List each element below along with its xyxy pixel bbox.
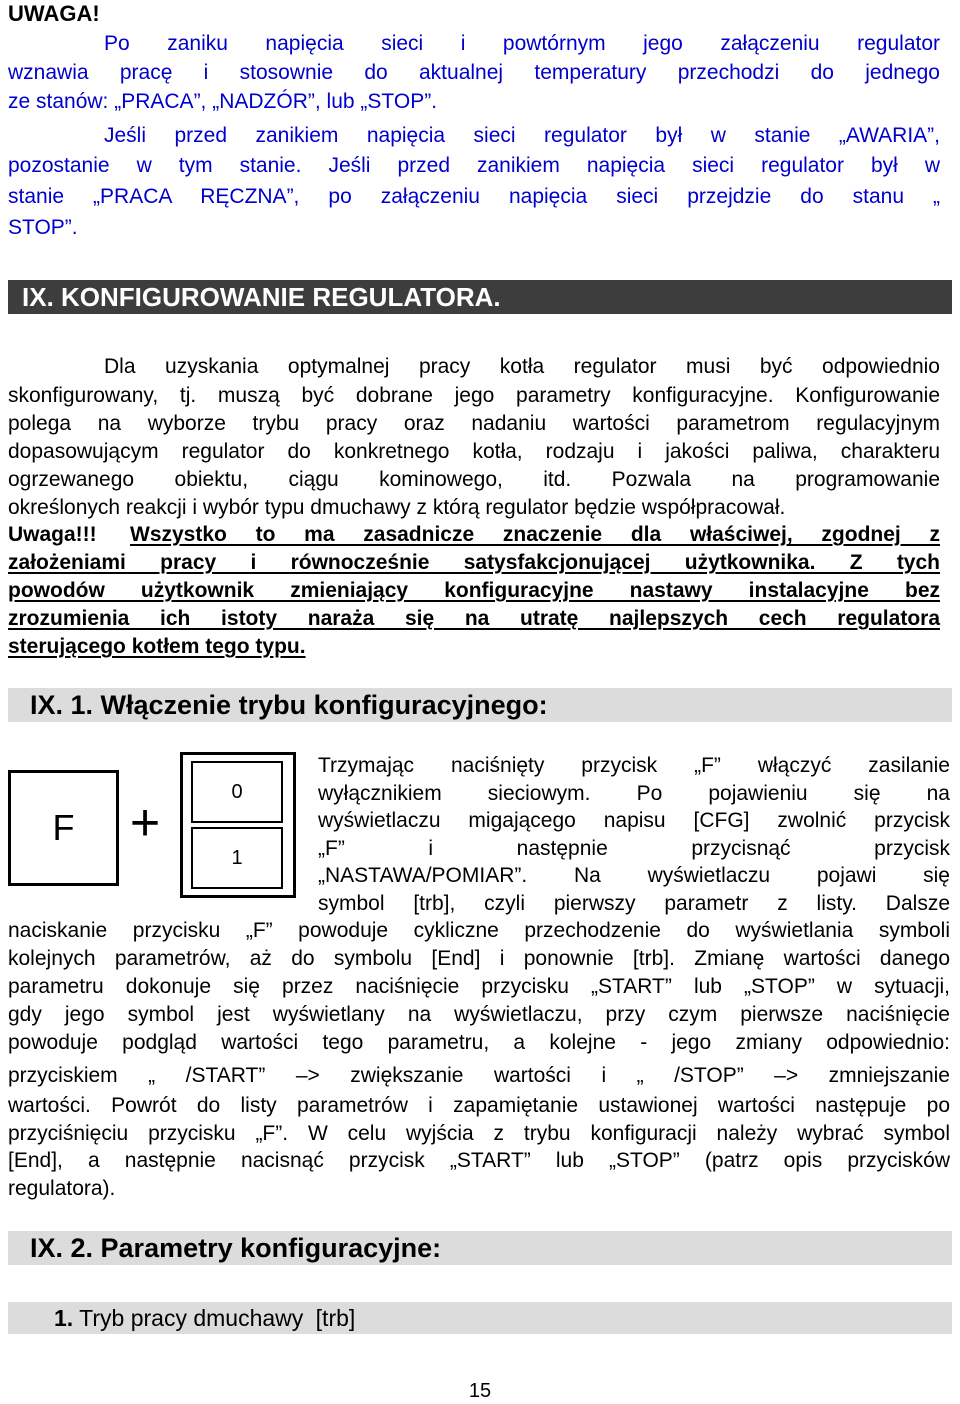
ix1-side-line-3: wyświetlaczu migającego napisu [CFG] zwolnić przycisk <box>318 809 950 832</box>
param-item <box>54 1302 355 1334</box>
section-ix-line-1: Dla uzyskania optymalnej pracy kotła regulator musi być odpowiednio <box>104 355 940 378</box>
ix1-body-line-1: naciskanie przycisku „F” powoduje cykliczne przechodzenie do wyświetlania symboli <box>8 919 950 942</box>
ix1-body-line-10: regulatora). <box>8 1177 116 1200</box>
plus-icon <box>122 794 168 852</box>
section-ix-note-line-1: Wszystko to ma zasadnicze znaczenie dla właściwej, zgodnej z <box>130 523 940 546</box>
section-ix-note-line-4: zrozumienia ich istoty naraża się na utratę najlepszych cech regulatora <box>8 607 940 630</box>
section-ix1-heading-bar <box>8 688 952 722</box>
ix1-body-line-9: [End], a następnie nacisnąć przycisk „START” lub „STOP” (patrz opis przycisków <box>8 1149 950 1172</box>
button-top-label: 0 <box>231 780 243 803</box>
warning-line-6: stanie „PRACA RĘCZNA”, po załączeniu napięcia sieci przejdzie do stanu „ <box>8 185 940 208</box>
ix1-side-line-4: „F” i następnie przycisnąć przycisk <box>318 837 950 860</box>
warning-line-1: Po zaniku napięcia sieci i powtórnym jego załączeniu regulator <box>104 32 940 55</box>
param-item-number: 1. <box>54 1305 74 1331</box>
warning-line-5: pozostanie w tym stanie. Jeśli przed zanikiem napięcia sieci regulator był w <box>8 154 940 177</box>
warning-line-7: STOP”. <box>8 216 78 239</box>
warning-line-4: Jeśli przed zanikiem napięcia sieci regulator był w stanie „AWARIA”, <box>104 124 940 147</box>
section-ix-note-line-5: sterującego kotłem tego typu. <box>8 635 306 658</box>
section-ix-line-5: ogrzewanego obiektu, ciągu kominowego, itd. Pozwala na programowanie <box>8 468 940 491</box>
param-item-text: Tryb pracy dmuchawy <box>79 1305 304 1331</box>
warning-line-2: wznawia pracę i stosownie do aktualnej temperatury przechodzi do jednego <box>8 61 940 84</box>
section-ix-heading: IX. KONFIGUROWANIE REGULATORA. <box>22 282 501 312</box>
section-ix-line-3: polega na wyborze trybu pracy oraz nadaniu wartości parametrom regulacyjnym <box>8 412 940 435</box>
section-ix2-heading-bar <box>8 1231 952 1265</box>
warning-line-3: ze stanów: „PRACA”, „NADZÓR”, lub „STOP”. <box>8 90 438 113</box>
section-ix2-heading: IX. 2. Parametry konfiguracyjne: <box>30 1233 442 1263</box>
ix1-side-line-1: Trzymając naciśnięty przycisk „F” włączyć zasilanie <box>318 754 950 777</box>
key-f-box <box>8 770 119 886</box>
plus-sign: + <box>129 794 161 852</box>
section-ix-note-line-3: powodów użytkownik zmieniający konfiguracyjne nastawy instalacyjne bez <box>8 579 940 602</box>
ix1-body-line-5: powoduje podgląd wartości tego parametru, a kolejne - jego zmiany odpowiednio: <box>8 1031 950 1054</box>
ix1-body-line-7: wartości. Powrót do listy parametrów i zapamiętanie ustawionej wartości następuje po <box>8 1094 950 1117</box>
section-ix-line-2: skonfigurowany, tj. muszą być dobrane jego parametry konfiguracyjne. Konfigurowanie <box>8 384 940 407</box>
button-bottom-label: 1 <box>231 846 243 869</box>
ix1-body-line-6: przyciskiem „ /START” –> zwiększanie wartości i „ /STOP” –> zmniejszanie <box>8 1064 950 1087</box>
ix1-body-line-3: parametru dokonuje się przez naciśnięcie przycisku „START” lub „STOP” w sytuacji, <box>8 975 950 998</box>
section-ix-line-6: określonych reakcji i wybór typu dmuchawy z którą regulator będzie współpracował. <box>8 496 786 519</box>
ix1-body-line-4: gdy jego symbol jest wyświetlany na wyświetlaczu, przy czym pierwsze naciśnięcie <box>8 1003 950 1026</box>
ix1-side-line-2: wyłącznikiem sieciowym. Po pojawieniu się na <box>318 782 950 805</box>
ix1-side-line-5: „NASTAWA/POMIAR”. Na wyświetlaczu pojawi się <box>318 864 950 887</box>
ix1-body-line-2: kolejnych parametrów, aż do symbolu [End] i ponownie [trb]. Zmianę wartości danego <box>8 947 950 970</box>
page-number: 15 <box>468 1380 492 1402</box>
section-ix-heading-bar <box>8 280 952 314</box>
section-ix-note-line-2: założeniami pracy i równocześnie satysfakcjonującej użytkownika. Z tych <box>8 551 940 574</box>
button-top-0 <box>191 761 283 823</box>
section-ix1-heading: IX. 1. Włączenie trybu konfiguracyjnego: <box>30 690 548 720</box>
section-ix-line-4: dopasowującym regulator do konkretnego kotła, rodzaju i jakości paliwa, charakteru <box>8 440 940 463</box>
buttons-panel <box>180 752 296 898</box>
param-item-symbol: [trb] <box>315 1305 356 1331</box>
ix1-side-line-6: symbol [trb], czyli pierwszy parametr z listy. Dalsze <box>318 892 950 915</box>
key-f-label: F <box>52 807 75 848</box>
warning-title: UWAGA! <box>8 1 100 26</box>
section-ix-note-label: Uwaga!!! <box>8 523 97 546</box>
button-bottom-1 <box>191 827 283 889</box>
ix1-body-line-8: przyciśnięciu przycisku „F”. W celu wyjścia z trybu konfiguracji należy wybrać symbol <box>8 1122 950 1145</box>
param-item-bar <box>8 1302 952 1334</box>
